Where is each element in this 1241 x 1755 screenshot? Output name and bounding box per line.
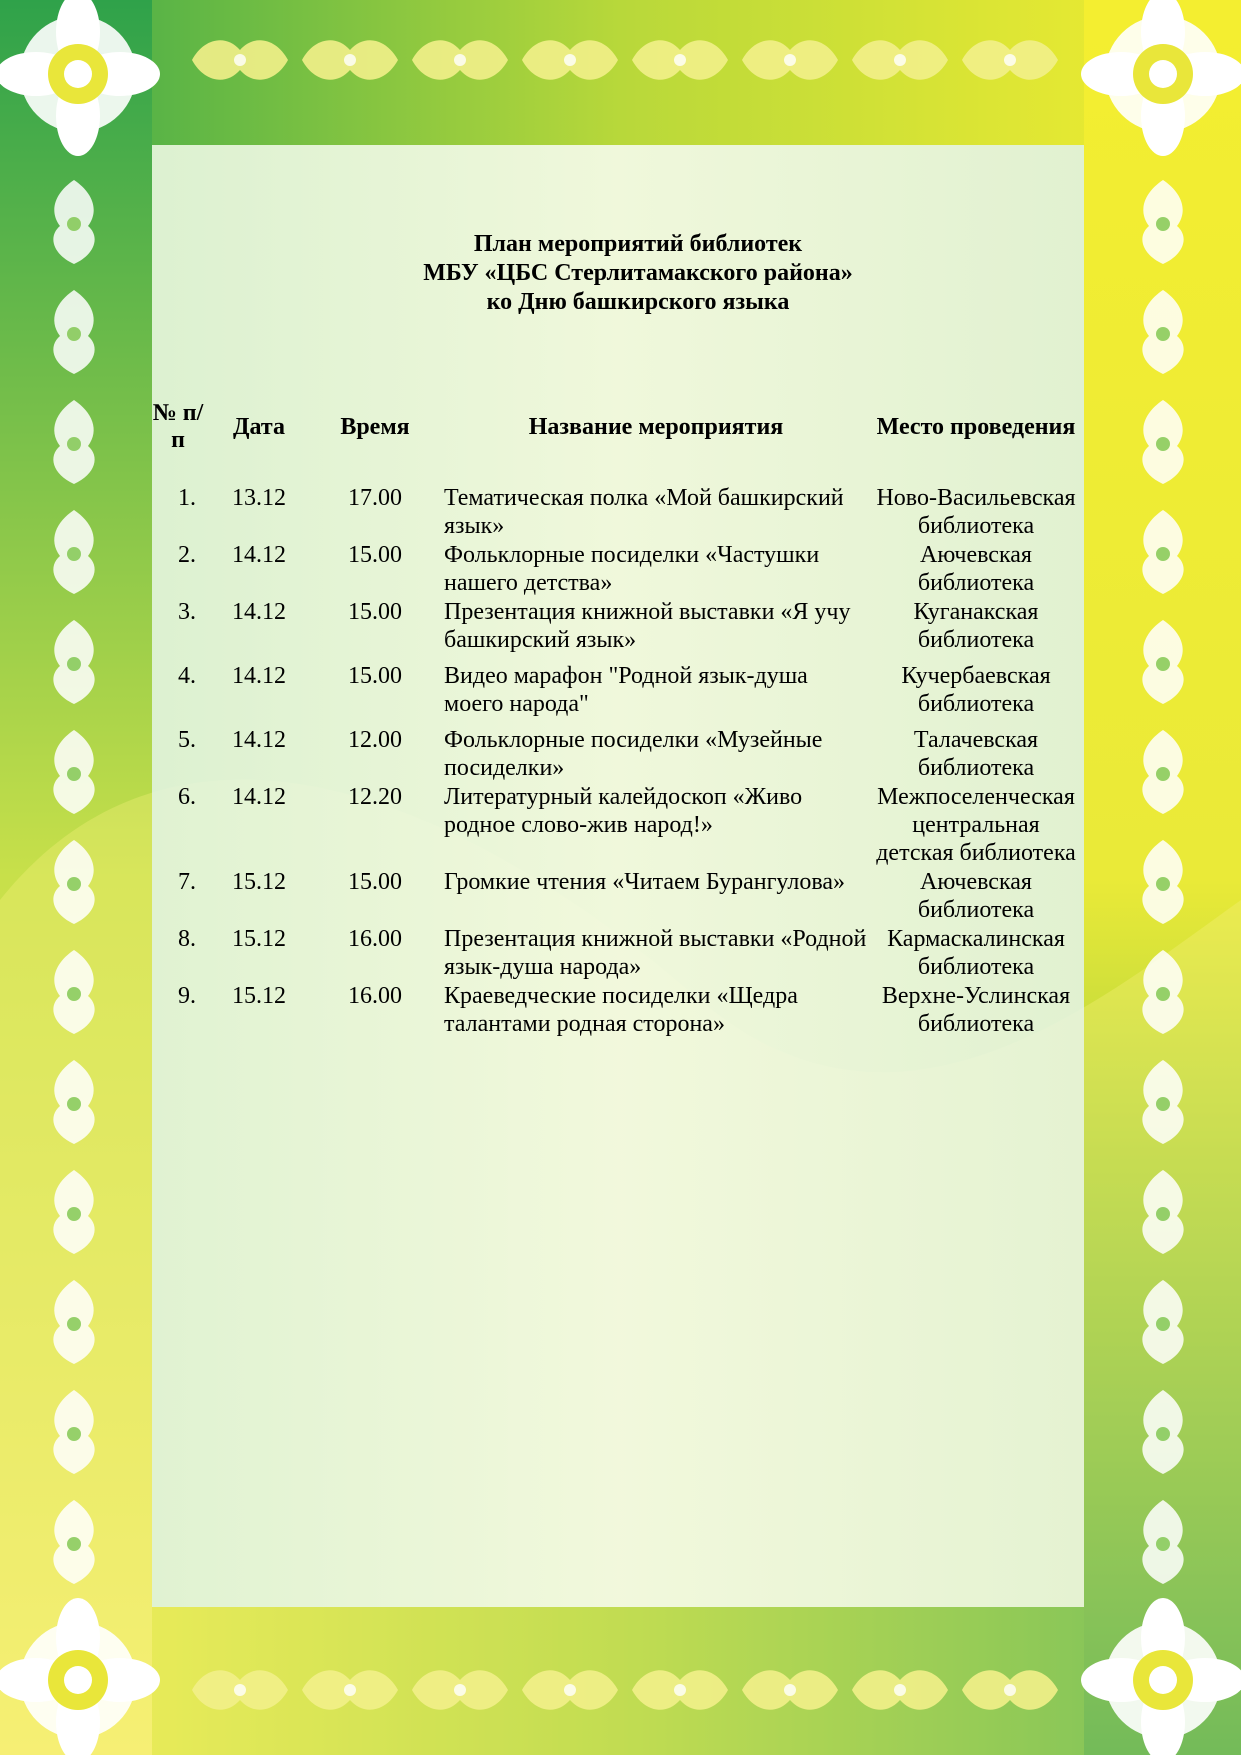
table-row — [152, 484, 1076, 541]
row-date: 14.12 — [232, 663, 286, 689]
row-time: 16.00 — [348, 983, 402, 1009]
header-time: Время — [340, 413, 410, 440]
title-line-3: ко Дню башкирского языка — [486, 289, 790, 315]
header-place: Место проведения — [876, 413, 1076, 440]
row-time: 15.00 — [348, 542, 402, 568]
row-date: 15.12 — [232, 869, 286, 895]
row-event-name: Видео марафон "Родной язык-душа моего народа" — [444, 663, 808, 717]
row-num: 9. — [178, 983, 196, 1009]
row-num: 8. — [178, 926, 196, 952]
row-place: Ново-Васильевская библиотека — [876, 485, 1076, 539]
row-time: 17.00 — [348, 485, 402, 511]
title-line-2: МБУ «ЦБС Стерлитамакского района» — [423, 260, 853, 286]
row-time: 15.00 — [348, 663, 402, 689]
row-event-name: Фольклорные посиделки «Частушки нашего детства» — [444, 542, 820, 596]
row-event-name: Фольклорные посиделки «Музейные посиделки» — [444, 727, 823, 781]
table-row — [152, 598, 1076, 662]
row-event-name: Краеведческие посиделки «Щедра талантами родная сторона» — [444, 983, 798, 1037]
row-date: 15.12 — [232, 983, 286, 1009]
document-title — [152, 230, 1124, 317]
header-num: № п/п — [152, 400, 204, 453]
title-line-1: План мероприятий библиотек — [473, 231, 803, 257]
row-date: 14.12 — [232, 727, 286, 753]
row-time: 15.00 — [348, 869, 402, 895]
table-row — [152, 662, 1076, 726]
table-row — [152, 868, 1076, 925]
row-event-name: Презентация книжной выставки «Я учу башкирский язык» — [444, 599, 851, 653]
table-row — [152, 726, 1076, 783]
row-num: 7. — [178, 869, 196, 895]
table-row — [152, 925, 1076, 982]
events-table — [152, 400, 1076, 1039]
row-place: Аючевская библиотека — [917, 542, 1035, 596]
header-date: Дата — [233, 413, 285, 440]
row-time: 15.00 — [348, 599, 402, 625]
row-place: Верхне-Услинская библиотека — [881, 983, 1071, 1037]
row-num: 3. — [178, 599, 196, 625]
row-place: Межпоселенческая центральная детская библиотека — [876, 784, 1076, 866]
row-place: Куганакская библиотека — [913, 599, 1039, 653]
row-time: 12.00 — [348, 727, 402, 753]
row-time: 12.20 — [348, 784, 402, 810]
row-event-name: Тематическая полка «Мой башкирский язык» — [444, 485, 844, 539]
table-row — [152, 982, 1076, 1039]
row-event-name: Презентация книжной выставки «Родной язык-душа народа» — [444, 926, 867, 980]
row-num: 2. — [178, 542, 196, 568]
row-place: Аючевская библиотека — [917, 869, 1035, 923]
row-num: 6. — [178, 784, 196, 810]
row-num: 4. — [178, 663, 196, 689]
row-date: 14.12 — [232, 542, 286, 568]
row-date: 15.12 — [232, 926, 286, 952]
row-place: Талачевская библиотека — [913, 727, 1039, 781]
row-num: 1. — [178, 485, 196, 511]
table-row — [152, 783, 1076, 868]
row-place: Кармаскалинская библиотека — [887, 926, 1065, 980]
row-date: 14.12 — [232, 599, 286, 625]
row-date: 13.12 — [232, 485, 286, 511]
row-num: 5. — [178, 727, 196, 753]
header-name: Название мероприятия — [528, 413, 784, 440]
table-row — [152, 541, 1076, 598]
row-event-name: Громкие чтения «Читаем Бурангулова» — [444, 869, 846, 895]
row-event-name: Литературный калейдоскоп «Живо родное слово-жив народ!» — [444, 784, 803, 838]
row-place: Кучербаевская библиотека — [901, 663, 1051, 717]
row-time: 16.00 — [348, 926, 402, 952]
table-header-row — [152, 400, 1076, 484]
row-date: 14.12 — [232, 784, 286, 810]
